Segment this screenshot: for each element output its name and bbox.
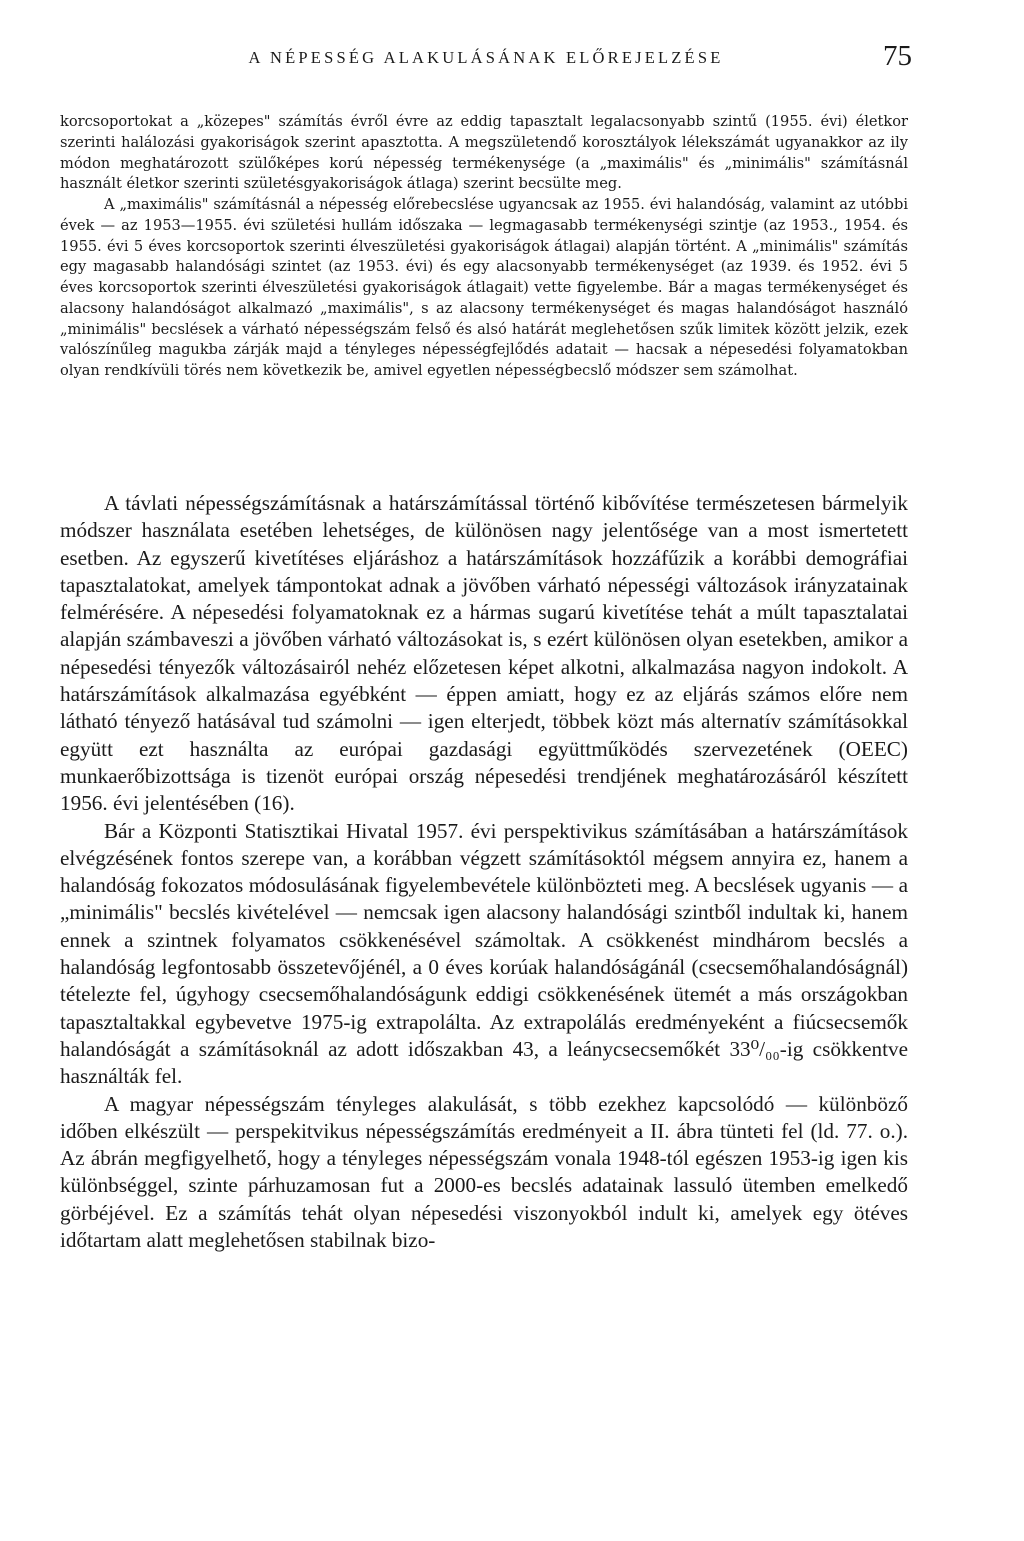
main-paragraph-1: A távlati népességszámításnak a határszámítással történő kibővítése természetesen bármelyik módszer használata esetében lehetséges, de különösen nagy jelentősége van a most ismertetett esetben. Az egyszerű kivetítéses eljáráshoz a határszámítások hozzáfűzik a korábbi demográfiai tapasztalatokat, amelyek támpontokat adnak a jövőben várható népességi változások irányzatainak felmérésére. A népesedési folyamatoknak ez a hármas sugarú kivetítése tehát a múlt tapasztalatai alapján számbaveszi a jövőben várható változásokat is, s ezért különösen olyan esetekben, amikor a népesedési tényezők változásairól nehéz előzetesen képet alkotni, alkalmazása nagyon indokolt. A határszámítások alkalmazása egyébként — éppen amiatt, hogy ez az eljárás számos előre nem látható tényező hatásával tud számolni — igen elterjedt, többek közt más alternatív számításokkal együtt ezt használta az európai gazdasági együttműködés szervezetének (OEEC) munkaerőbizottsága is tizenöt európai ország népesedési trendjének meghatározásáról készített 1956. évi jelentésében (16).	[60, 491, 908, 816]
main-text-section	[60, 490, 908, 1254]
small-paragraph-1: korcsoportokat a „közepes" számítás évről évre az eddig tapasztalt legalacsonyabb szintű (1955. évi) életkor szerinti halálozási gyakoriságok szerint apasztotta. A megszületendő korosztályok lélekszámát ugyanakkor az ily módon meghatározott szülőképes korú népesség termékenysége (a „maximális" és „minimális" számításnál használt életkor szerinti születésgyakoriságok átlaga) szerint becsülte meg.	[60, 113, 908, 193]
small-print-section	[60, 112, 908, 382]
main-paragraph-2: Bár a Központi Statisztikai Hivatal 1957. évi perspektivikus számításában a határszámítások elvégzésének fontos szerepe van, a korábban végzett számításoktól mégsem annyira ez, hanem a halandóság fokozatos módosulásának figyelembevétele különbözteti meg. A becslések ugyanis — a „minimális" becslés kivételével — nemcsak igen alacsony halandósági szintből indultak ki, hanem ennek a szintnek folyamatos csökkenésével számoltak. A csökkenést mindhárom becslés a halandóság legfontosabb összetevőjénél, a 0 éves korúak halandóságánál (csecsemőhalandóságnál) tételezte fel, úgyhogy csecsemőhalandóságunk eddigi csökkenésének ütemét a más országokban tapasztaltakkal egybevetve 1975-ig extrapolálta. Az extrapolálás eredményeként a fiúcsecsemők halandóságát a számításoknál az adott időszakban 43, a leánycsecsemőkét 33⁰/₀₀-ig csökkentve használták fel.	[60, 818, 908, 1089]
page-number: 75	[883, 40, 912, 72]
small-paragraph-2: A „maximális" számításnál a népesség előrebecslése ugyancsak az 1955. évi halandóság, valamint az utóbbi évek — az 1953—1955. évi születési hullám időszaka — legmagasabb termékenységi szintje (az 1953., 1954. és 1955. évi 5 éves korcsoportok szerinti élveszületési gyakoriságok átlagai) alapján történt. A „minimális" számítás egy magasabb halandósági szintet (az 1953. évi) és egy alacsonyabb termékenységet (az 1939. és 1952. évi 5 éves korcsoportok szerinti élveszületési gyakoriságok átlagait) vette figyelembe. Bár a magas termékenységet és alacsony halandóságot alkalmazó „maximális", s az alacsony termékenységet és magas halandóságot használó „minimális" becslések a várható népességszám felső és alsó határát meglehetősen szűk limitek között jelzik, ezek valószínűleg magukba zárják majd a tényleges népességfejlődés adatait — hacsak a népesedési folyamatokban olyan rendkívüli törés nem következik be, amivel egyetlen népességbecslő módszer sem számolhat.	[60, 196, 908, 379]
main-paragraph-3: A magyar népességszám tényleges alakulását, s több ezekhez kapcsolódó — különböző időben elkészült — perspekitvikus népességszámítás eredményeit a II. ábra tünteti fel (ld. 77. o.). Az ábrán megfigyelhető, hogy a tényleges népességszám vonala 1948-tól egészen 1953-ig igen kis különbséggel, szinte párhuzamosan fut a 2000-es becslés adatainak lassuló ütemben emelkedő görbéjével. Ez a számítás tehát olyan népesedési viszonyokból indult ki, amelyek egy ötéves időtartam alatt meglehetősen stabilnak bizo-	[60, 1091, 908, 1253]
running-title: A NÉPESSÉG ALAKULÁSÁNAK ELŐREJELZÉSE	[248, 48, 724, 67]
